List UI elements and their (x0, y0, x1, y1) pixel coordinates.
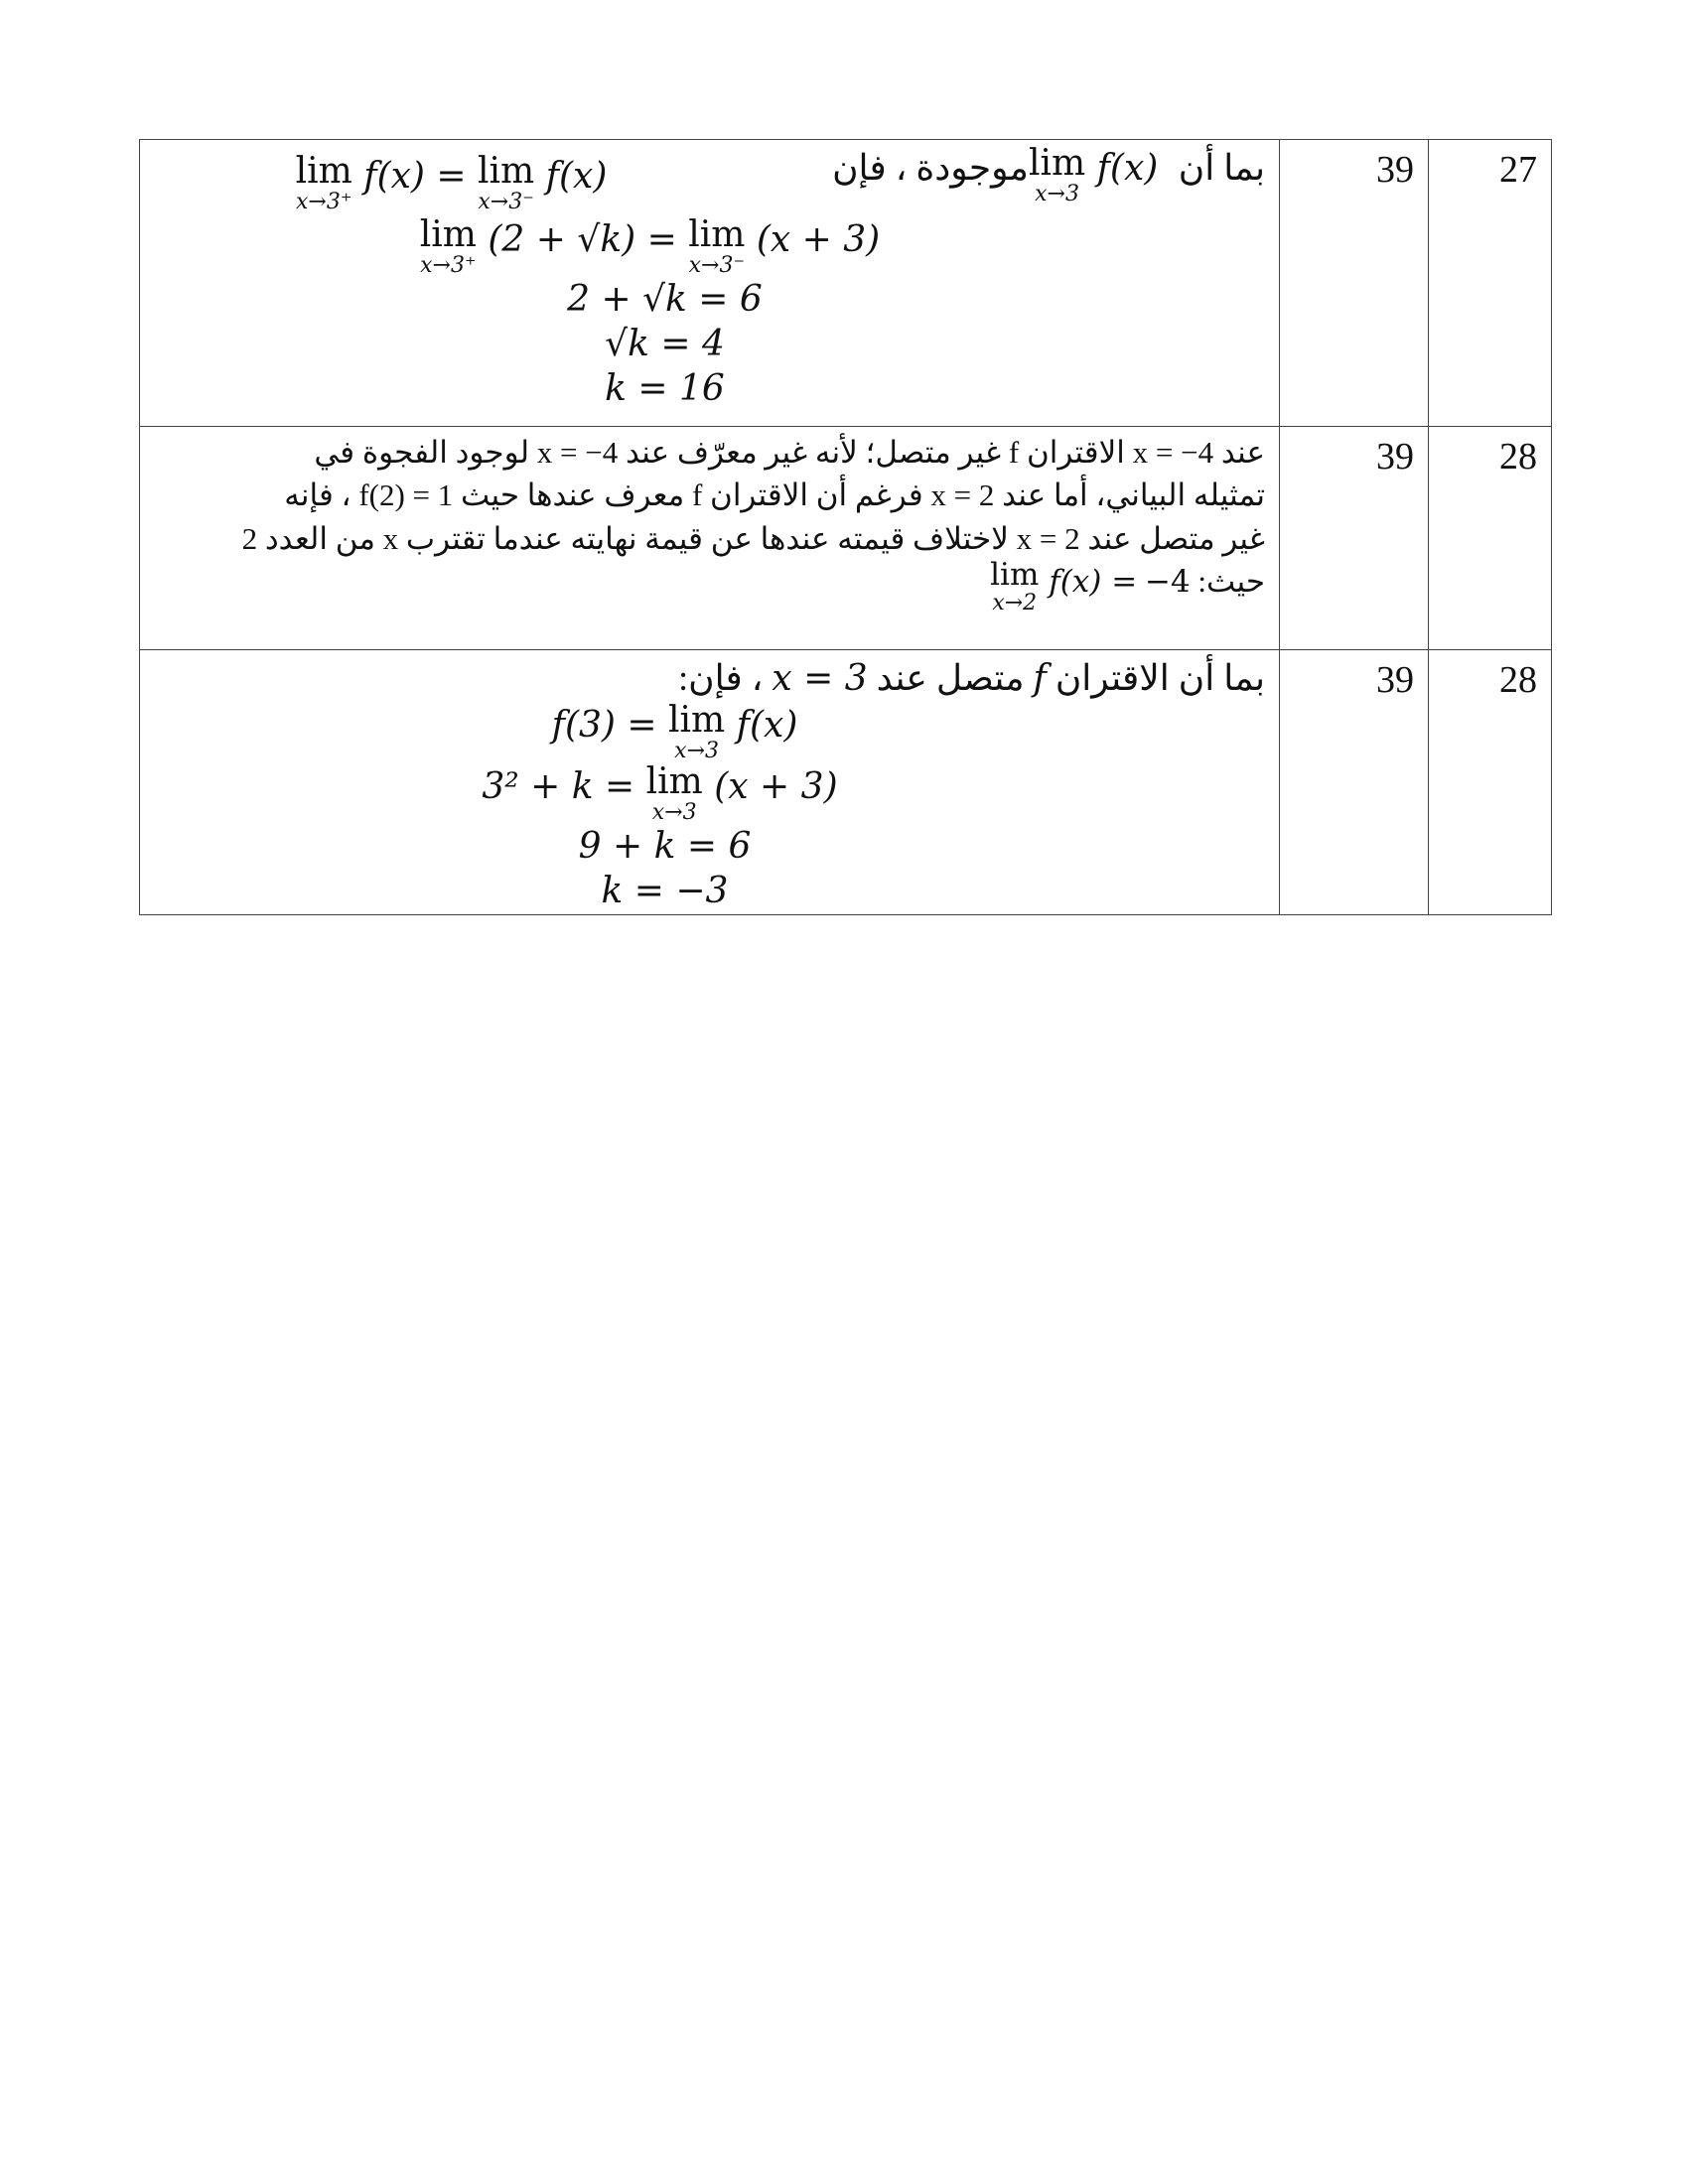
equation-line: k = 16 (605, 368, 725, 409)
solution-intro: بما أن الاقتران f متصل عند x = 3 ، فإن: (678, 658, 1265, 699)
limit-operator: lim x→3⁻ (688, 214, 746, 278)
equation-line: 3² + k = lim x→3 (x + 3) (482, 761, 838, 825)
limit-operator: lim x→3⁻ (478, 151, 535, 214)
page-number: 39 (1280, 650, 1429, 915)
limit-operator: lim x→2 (990, 557, 1040, 616)
page-number: 39 (1280, 427, 1429, 650)
equation-line: 9 + k = 6 (578, 826, 752, 867)
equation-line: lim x→3⁺ f(x) = lim x→3⁻ f(x) (295, 151, 608, 214)
limit-operator: lim x→3 (1028, 143, 1086, 206)
question-number: 27 (1429, 140, 1552, 427)
table-row (140, 650, 1552, 915)
equation-line: 2 + √k = 6 (567, 279, 763, 320)
explanation-line: عند x = −4 الاقتران f غير متصل؛ لأنه غير معرّف عند x = −4 لوجود الفجوة في (314, 435, 1265, 470)
solution-intro: بما أن lim x→3 f(x) موجودة ، فإن (832, 143, 1265, 206)
limit-operator: lim x→3 (645, 761, 703, 825)
solution-cell (140, 427, 1280, 650)
limit-operator: lim x→3 (668, 700, 726, 763)
solution-cell (140, 140, 1280, 427)
solutions-table (139, 139, 1552, 915)
table-row (140, 140, 1552, 427)
equation-line: k = −3 (601, 871, 729, 911)
solution-cell (140, 650, 1280, 915)
table-row (140, 427, 1552, 650)
limit-operator: lim x→3⁺ (419, 214, 477, 278)
question-number: 28 (1429, 650, 1552, 915)
equation-line: √k = 4 (605, 324, 725, 364)
page-number: 39 (1280, 140, 1429, 427)
explanation-line: تمثيله البياني، أما عند x = 2 فرغم أن الاقتران f معرف عندها حيث f(2) = 1 ، فإنه (284, 478, 1265, 513)
question-number: 28 (1429, 427, 1552, 650)
equation-line: f(3) = lim x→3 f(x) (551, 700, 798, 763)
limit-operator: lim x→3⁺ (295, 151, 352, 214)
explanation-line: غير متصل عند x = 2 لاختلاف قيمته عندها عن قيمة نهايته عندما تقترب x من العدد 2 (241, 520, 1265, 556)
equation-line: lim x→3⁺ (2 + √k) = lim x→3⁻ (x + 3) (419, 214, 881, 278)
explanation-line: حيث: −4 lim x→2 f(x) = (990, 557, 1265, 616)
